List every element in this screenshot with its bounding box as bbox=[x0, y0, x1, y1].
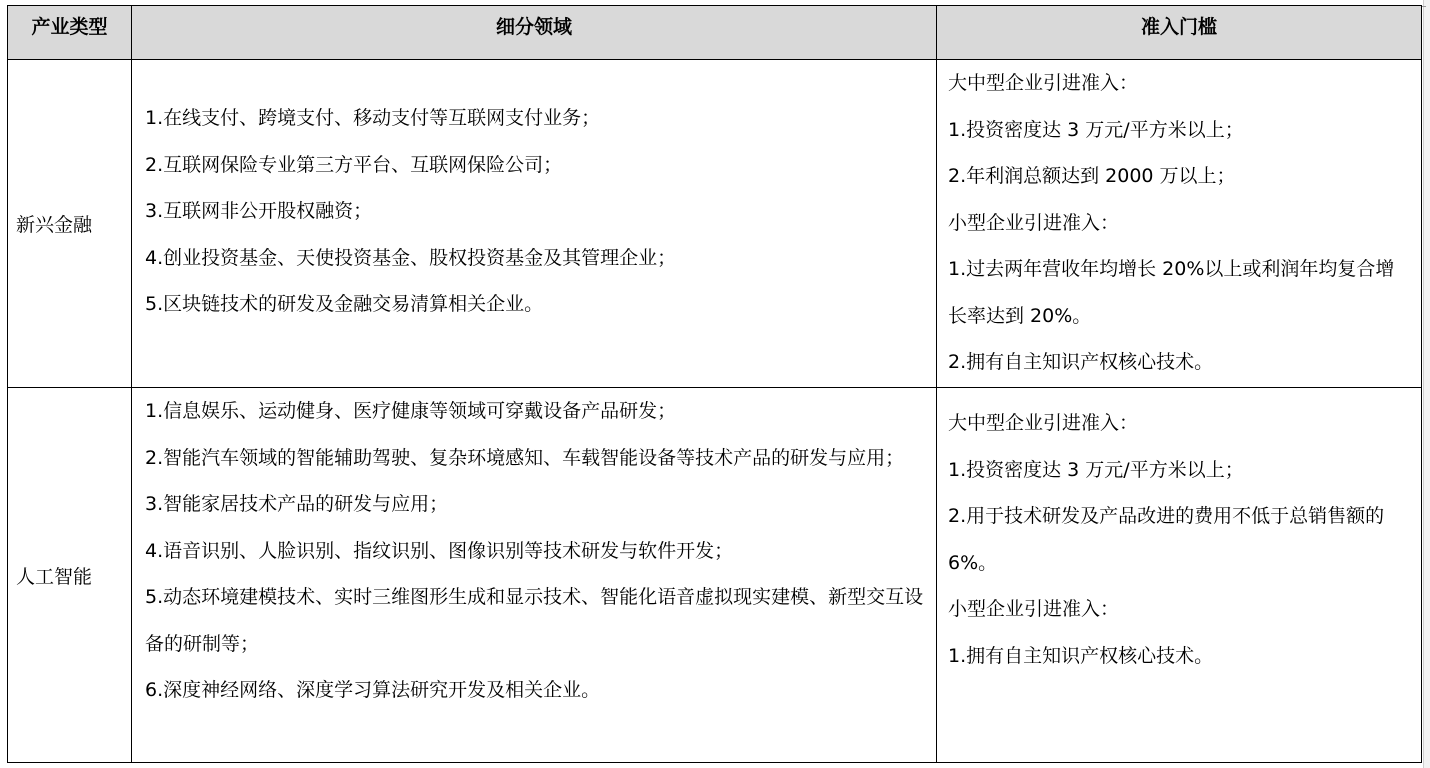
table-row bbox=[8, 60, 1422, 388]
list-item: 1.过去两年营收年均增长 20%以上或利润年均复合增长率达到 20%。 bbox=[948, 258, 1395, 327]
threshold-heading: 小型企业引进准入： bbox=[948, 598, 1120, 620]
header-industry-type: 产业类型 bbox=[8, 6, 132, 60]
list-item: 5.区块链技术的研发及金融交易清算相关企业。 bbox=[145, 293, 544, 315]
threshold-heading: 大中型企业引进准入： bbox=[948, 72, 1139, 94]
list-item: 2.智能汽车领域的智能辅助驾驶、复杂环境感知、车载智能设备等技术产品的研发与应用； bbox=[145, 446, 905, 469]
list-item: 6.深度神经网络、深度学习算法研究开发及相关企业。 bbox=[145, 679, 601, 701]
list-item: 2.拥有自主知识产权核心技术。 bbox=[948, 351, 1214, 373]
header-access-threshold: 准入门槛 bbox=[937, 6, 1422, 60]
list-item: 1.投资密度达 3 万元/平方米以上； bbox=[948, 458, 1244, 481]
list-item: 1.拥有自主知识产权核心技术。 bbox=[948, 644, 1214, 667]
industry-type-cell: 人工智能 bbox=[8, 388, 132, 763]
threshold-cell bbox=[937, 60, 1422, 388]
scrollbar-gutter[interactable] bbox=[1423, 0, 1430, 768]
list-item: 3.智能家居技术产品的研发与应用； bbox=[145, 493, 449, 515]
threshold-cell bbox=[937, 388, 1422, 763]
industry-type-cell: 新兴金融 bbox=[8, 60, 132, 388]
list-item: 1.信息娱乐、运动健身、医疗健康等领域可穿戴设备产品研发； bbox=[145, 400, 677, 422]
list-item: 3.互联网非公开股权融资； bbox=[145, 200, 373, 222]
list-item: 1.投资密度达 3 万元/平方米以上； bbox=[948, 118, 1244, 141]
list-item: 2.年利润总额达到 2000 万以上； bbox=[948, 165, 1236, 187]
table-header-row bbox=[8, 6, 1422, 60]
list-item: 5.动态环境建模技术、实时三维图形生成和显示技术、智能化语音虚拟现实建模、新型交互设备的研制等； bbox=[145, 586, 924, 655]
threshold-heading: 小型企业引进准入： bbox=[948, 211, 1120, 234]
threshold-heading: 大中型企业引进准入： bbox=[948, 412, 1139, 434]
industry-access-table bbox=[7, 5, 1422, 763]
list-item: 4.创业投资基金、天使投资基金、股权投资基金及其管理企业； bbox=[145, 246, 677, 269]
list-item: 1.在线支付、跨境支付、移动支付等互联网支付业务； bbox=[145, 107, 601, 129]
list-item: 4.语音识别、人脸识别、指纹识别、图像识别等技术研发与软件开发； bbox=[145, 539, 734, 562]
sub-fields-cell bbox=[132, 388, 937, 763]
list-item: 2.用于技术研发及产品改进的费用不低于总销售额的 6%。 bbox=[948, 505, 1385, 574]
header-sub-fields: 细分领域 bbox=[132, 6, 937, 60]
sub-fields-cell bbox=[132, 60, 937, 388]
list-item: 2.互联网保险专业第三方平台、互联网保险公司； bbox=[145, 153, 563, 176]
table-row bbox=[8, 388, 1422, 763]
